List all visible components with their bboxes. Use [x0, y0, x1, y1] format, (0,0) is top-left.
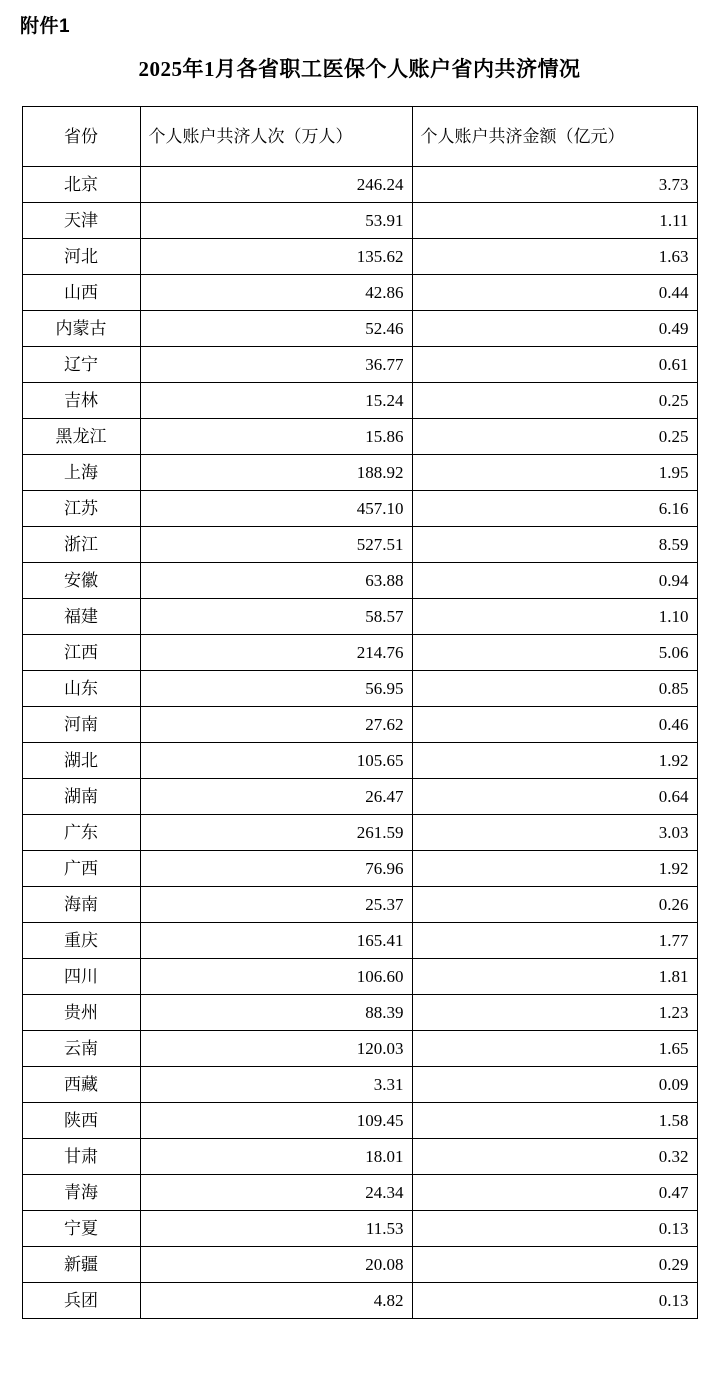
table-row	[22, 1283, 697, 1319]
table-row	[22, 923, 697, 959]
column-header-amount: 个人账户共济金额（亿元）	[412, 107, 697, 167]
cell-visits: 3.31	[140, 1067, 412, 1103]
cell-amount: 0.26	[412, 887, 697, 923]
table-row	[22, 1247, 697, 1283]
cell-amount: 0.94	[412, 563, 697, 599]
cell-province: 重庆	[22, 923, 140, 959]
table-row	[22, 959, 697, 995]
cell-visits: 27.62	[140, 707, 412, 743]
cell-amount: 1.65	[412, 1031, 697, 1067]
cell-amount: 0.09	[412, 1067, 697, 1103]
table-header	[22, 107, 697, 167]
table-row	[22, 455, 697, 491]
cell-amount: 8.59	[412, 527, 697, 563]
cell-visits: 4.82	[140, 1283, 412, 1319]
cell-amount: 0.25	[412, 383, 697, 419]
cell-province: 北京	[22, 167, 140, 203]
cell-amount: 0.32	[412, 1139, 697, 1175]
cell-province: 辽宁	[22, 347, 140, 383]
cell-province: 安徽	[22, 563, 140, 599]
cell-visits: 457.10	[140, 491, 412, 527]
cell-visits: 120.03	[140, 1031, 412, 1067]
cell-province: 广西	[22, 851, 140, 887]
cell-visits: 53.91	[140, 203, 412, 239]
cell-visits: 20.08	[140, 1247, 412, 1283]
cell-province: 宁夏	[22, 1211, 140, 1247]
cell-visits: 56.95	[140, 671, 412, 707]
cell-amount: 0.29	[412, 1247, 697, 1283]
cell-amount: 1.11	[412, 203, 697, 239]
page-title: 2025年1月各省职工医保个人账户省内共济情况	[138, 57, 581, 81]
table-row	[22, 1139, 697, 1175]
cell-amount: 0.44	[412, 275, 697, 311]
cell-province: 甘肃	[22, 1139, 140, 1175]
cell-amount: 0.64	[412, 779, 697, 815]
cell-province: 四川	[22, 959, 140, 995]
cell-amount: 1.10	[412, 599, 697, 635]
column-header-visits: 个人账户共济人次（万人）	[140, 107, 412, 167]
column-header-province: 省份	[22, 107, 140, 167]
table-row	[22, 419, 697, 455]
table-header-row	[22, 107, 697, 167]
cell-province: 吉林	[22, 383, 140, 419]
cell-amount: 1.92	[412, 851, 697, 887]
cell-amount: 0.46	[412, 707, 697, 743]
table-row	[22, 887, 697, 923]
cell-visits: 42.86	[140, 275, 412, 311]
cell-visits: 261.59	[140, 815, 412, 851]
cell-province: 湖南	[22, 779, 140, 815]
cell-province: 黑龙江	[22, 419, 140, 455]
table-row	[22, 599, 697, 635]
table-row	[22, 1067, 697, 1103]
table-row	[22, 1211, 697, 1247]
table-row	[22, 851, 697, 887]
table-row	[22, 311, 697, 347]
cell-province: 兵团	[22, 1283, 140, 1319]
cell-amount: 0.49	[412, 311, 697, 347]
cell-amount: 1.81	[412, 959, 697, 995]
cell-visits: 105.65	[140, 743, 412, 779]
cell-province: 新疆	[22, 1247, 140, 1283]
cell-visits: 76.96	[140, 851, 412, 887]
cell-province: 天津	[22, 203, 140, 239]
cell-visits: 18.01	[140, 1139, 412, 1175]
cell-province: 广东	[22, 815, 140, 851]
cell-visits: 165.41	[140, 923, 412, 959]
cell-visits: 26.47	[140, 779, 412, 815]
cell-visits: 88.39	[140, 995, 412, 1031]
cell-visits: 63.88	[140, 563, 412, 599]
cell-visits: 15.24	[140, 383, 412, 419]
cell-visits: 246.24	[140, 167, 412, 203]
table-row	[22, 995, 697, 1031]
table-row	[22, 1175, 697, 1211]
attachment-label: 附件1	[20, 16, 71, 37]
cell-amount: 1.92	[412, 743, 697, 779]
table-row	[22, 347, 697, 383]
cell-province: 陕西	[22, 1103, 140, 1139]
cell-visits: 52.46	[140, 311, 412, 347]
cell-amount: 3.73	[412, 167, 697, 203]
cell-amount: 6.16	[412, 491, 697, 527]
cell-amount: 0.85	[412, 671, 697, 707]
statistics-table	[22, 106, 698, 1319]
table-row	[22, 779, 697, 815]
table-row	[22, 383, 697, 419]
cell-amount: 0.47	[412, 1175, 697, 1211]
cell-amount: 0.13	[412, 1283, 697, 1319]
table-row	[22, 275, 697, 311]
cell-province: 河北	[22, 239, 140, 275]
cell-province: 云南	[22, 1031, 140, 1067]
table-row	[22, 527, 697, 563]
cell-visits: 11.53	[140, 1211, 412, 1247]
cell-visits: 188.92	[140, 455, 412, 491]
table-row	[22, 815, 697, 851]
cell-visits: 58.57	[140, 599, 412, 635]
table-row	[22, 1031, 697, 1067]
table-row	[22, 635, 697, 671]
cell-amount: 1.95	[412, 455, 697, 491]
cell-province: 青海	[22, 1175, 140, 1211]
cell-amount: 3.03	[412, 815, 697, 851]
table-row	[22, 491, 697, 527]
cell-visits: 214.76	[140, 635, 412, 671]
cell-visits: 15.86	[140, 419, 412, 455]
cell-amount: 1.63	[412, 239, 697, 275]
cell-amount: 0.61	[412, 347, 697, 383]
cell-province: 湖北	[22, 743, 140, 779]
cell-province: 山西	[22, 275, 140, 311]
cell-visits: 106.60	[140, 959, 412, 995]
table-row	[22, 1103, 697, 1139]
cell-amount: 0.13	[412, 1211, 697, 1247]
cell-province: 江西	[22, 635, 140, 671]
cell-visits: 25.37	[140, 887, 412, 923]
cell-province: 上海	[22, 455, 140, 491]
cell-province: 浙江	[22, 527, 140, 563]
cell-visits: 527.51	[140, 527, 412, 563]
cell-province: 福建	[22, 599, 140, 635]
cell-visits: 24.34	[140, 1175, 412, 1211]
table-row	[22, 707, 697, 743]
cell-province: 西藏	[22, 1067, 140, 1103]
cell-amount: 5.06	[412, 635, 697, 671]
table-row	[22, 203, 697, 239]
table-row	[22, 239, 697, 275]
cell-province: 海南	[22, 887, 140, 923]
cell-amount: 0.25	[412, 419, 697, 455]
cell-province: 山东	[22, 671, 140, 707]
cell-amount: 1.77	[412, 923, 697, 959]
table-row	[22, 167, 697, 203]
cell-province: 内蒙古	[22, 311, 140, 347]
table-body	[22, 167, 697, 1319]
cell-province: 河南	[22, 707, 140, 743]
table-row	[22, 743, 697, 779]
cell-amount: 1.58	[412, 1103, 697, 1139]
cell-province: 江苏	[22, 491, 140, 527]
cell-amount: 1.23	[412, 995, 697, 1031]
table-row	[22, 671, 697, 707]
cell-visits: 135.62	[140, 239, 412, 275]
cell-visits: 109.45	[140, 1103, 412, 1139]
cell-province: 贵州	[22, 995, 140, 1031]
cell-visits: 36.77	[140, 347, 412, 383]
table-row	[22, 563, 697, 599]
